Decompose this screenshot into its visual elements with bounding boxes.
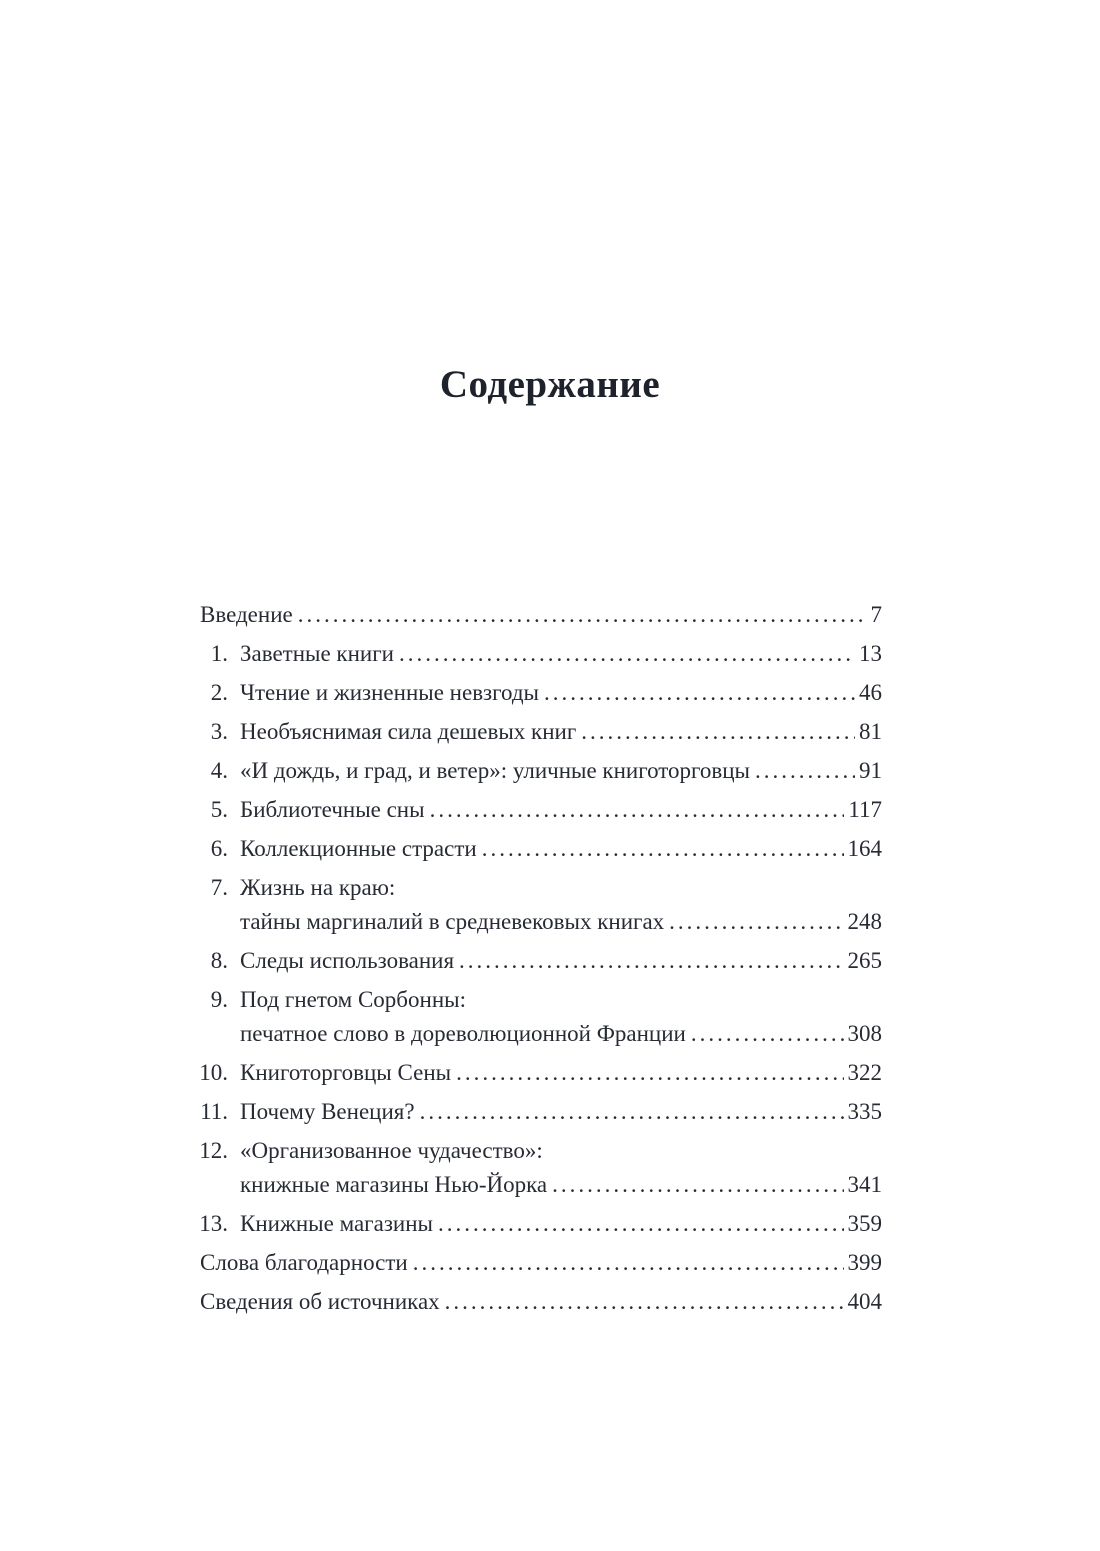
- toc-line: [188, 676, 882, 710]
- toc-entry: [188, 676, 882, 710]
- dot-leader: [547, 1168, 843, 1202]
- toc-entry-title: Введение: [200, 602, 293, 627]
- toc-entry-title: «Организованное чудачество»:: [240, 1138, 543, 1163]
- toc-entry-page-number: 164: [847, 836, 882, 861]
- toc-entry-title: Слова благодарности: [200, 1250, 408, 1275]
- toc-entry: [188, 983, 882, 1051]
- toc-entry: [188, 1095, 882, 1129]
- dot-leader: [454, 944, 843, 978]
- toc-line: [188, 793, 882, 827]
- toc-line: [188, 1285, 882, 1319]
- toc-entry-number: 4.: [210, 758, 228, 783]
- toc-entry-page-number: 322: [847, 1060, 882, 1085]
- toc-entry-title: Жизнь на краю:: [240, 875, 396, 900]
- toc-entry-page-number: 335: [847, 1099, 882, 1124]
- toc-entry-page-number: 399: [847, 1250, 882, 1275]
- toc-line: [188, 754, 882, 788]
- toc-entry-page-number: 13: [859, 641, 882, 666]
- toc-entry-page-number: 91: [859, 758, 882, 783]
- toc-entry: [188, 598, 882, 632]
- dot-leader: [415, 1095, 844, 1129]
- dot-leader: [451, 1056, 843, 1090]
- toc-entry: [188, 832, 882, 866]
- toc-line: [188, 1246, 882, 1280]
- toc-line: [188, 1134, 882, 1168]
- dot-leader: [394, 637, 855, 671]
- toc-entry-number: 9.: [210, 987, 228, 1012]
- dot-leader: [539, 676, 855, 710]
- toc-line: [188, 832, 882, 866]
- toc-entry: [188, 754, 882, 788]
- toc-entry-number: 8.: [210, 948, 228, 973]
- toc-line: [188, 1095, 882, 1129]
- toc-entry-number: 12.: [199, 1138, 228, 1163]
- dot-leader: [425, 793, 845, 827]
- toc-entry-page-number: 117: [848, 797, 882, 822]
- toc-entry-page-number: 341: [847, 1172, 882, 1197]
- toc-entry-number: 11.: [200, 1099, 228, 1124]
- toc-entry-number: 2.: [210, 680, 228, 705]
- toc-entry-number: 1.: [210, 641, 228, 666]
- toc-line-continuation: [188, 905, 882, 939]
- toc-line: [188, 871, 882, 905]
- toc-entry-page-number: 265: [847, 948, 882, 973]
- toc-entry-subtitle: тайны маргиналий в средневековых книгах: [240, 909, 665, 934]
- toc-line: [188, 1207, 882, 1241]
- toc-line-continuation: [188, 1017, 882, 1051]
- dot-leader: [440, 1285, 844, 1319]
- toc-entry: [188, 1285, 882, 1319]
- toc-entry: [188, 1207, 882, 1241]
- toc-line: [188, 598, 882, 632]
- toc-entry-number: 7.: [210, 875, 228, 900]
- dot-leader: [576, 715, 855, 749]
- toc-entry-page-number: 7: [870, 602, 882, 627]
- toc-entry: [188, 637, 882, 671]
- toc-entry-title: Коллекционные страсти: [240, 836, 477, 861]
- toc-entry: [188, 944, 882, 978]
- toc-entry-subtitle: печатное слово в дореволюционной Франции: [240, 1021, 686, 1046]
- toc-entry-number: 6.: [210, 836, 228, 861]
- toc-entry-title: Библиотечные сны: [240, 797, 425, 822]
- dot-leader: [686, 1017, 844, 1051]
- toc-entry-page-number: 359: [847, 1211, 882, 1236]
- dot-leader: [750, 754, 855, 788]
- toc-entry: [188, 715, 882, 749]
- toc-entry-subtitle: книжные магазины Нью-Йорка: [240, 1172, 548, 1197]
- toc-entry-title: Необъяснимая сила дешевых книг: [240, 719, 577, 744]
- page-title: Содержание: [439, 363, 661, 406]
- toc-entry-page-number: 248: [847, 909, 882, 934]
- dot-leader: [477, 832, 844, 866]
- toc-entry-number: 5.: [210, 797, 228, 822]
- toc-line: [188, 983, 882, 1017]
- toc-entry-title: Под гнетом Сорбонны:: [240, 987, 466, 1012]
- toc-entry-page-number: 46: [859, 680, 882, 705]
- toc-entry-page-number: 404: [847, 1289, 882, 1314]
- toc-entry: [188, 1246, 882, 1280]
- toc-line: [188, 715, 882, 749]
- toc-entry-page-number: 81: [859, 719, 882, 744]
- toc-entry-page-number: 308: [847, 1021, 882, 1046]
- toc-line: [188, 1056, 882, 1090]
- dot-leader: [408, 1246, 844, 1280]
- toc-line-continuation: [188, 1168, 882, 1202]
- toc-line: [188, 637, 882, 671]
- toc-entry-title: «И дождь, и град, и ветер»: уличные книготорговцы: [240, 758, 751, 783]
- toc-entry-title: Чтение и жизненные невзгоды: [240, 680, 539, 705]
- dot-leader: [664, 905, 843, 939]
- toc-entry-title: Заветные книги: [240, 641, 394, 666]
- toc-entry: [188, 1056, 882, 1090]
- toc-entry-title: Следы использования: [240, 948, 455, 973]
- toc-entry-number: 3.: [210, 719, 228, 744]
- dot-leader: [293, 598, 867, 632]
- toc-line: [188, 944, 882, 978]
- toc-entry: [188, 871, 882, 939]
- toc-entry-title: Книжные магазины: [240, 1211, 433, 1236]
- toc-entry-number: 13.: [199, 1211, 228, 1236]
- toc-entry-title: Почему Венеция?: [240, 1099, 415, 1124]
- toc-entry: [188, 793, 882, 827]
- dot-leader: [433, 1207, 844, 1241]
- toc-entry: [188, 1134, 882, 1202]
- toc-entry-title: Сведения об источниках: [200, 1289, 440, 1314]
- toc-entry-number: 10.: [199, 1060, 228, 1085]
- toc-entry-title: Книготорговцы Сены: [240, 1060, 452, 1085]
- table-of-contents: [188, 598, 882, 1324]
